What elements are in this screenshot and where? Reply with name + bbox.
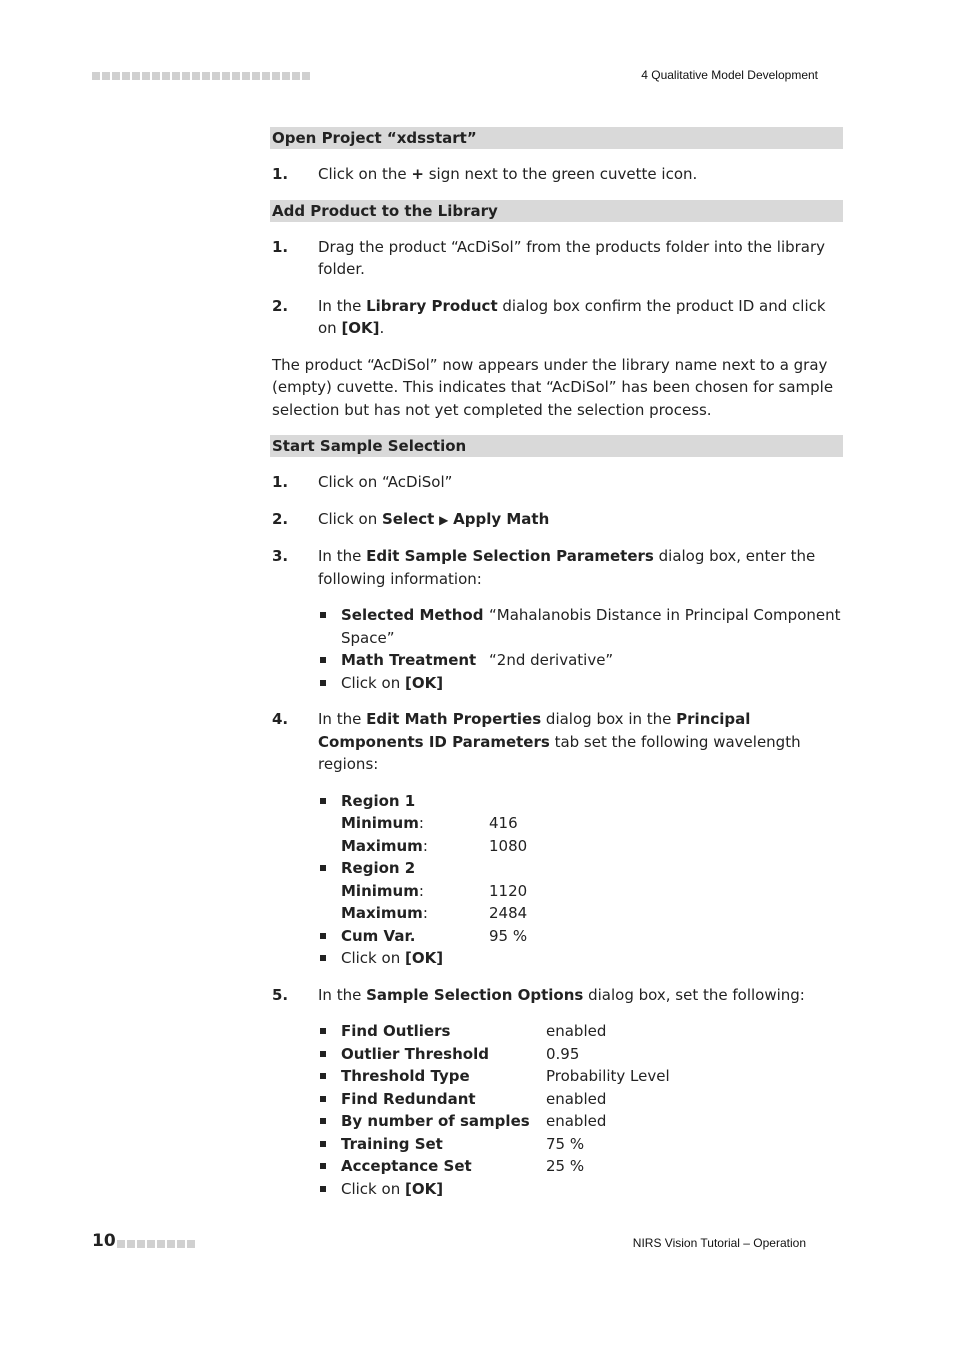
item-value: 2484 — [489, 904, 528, 922]
bullet-icon — [318, 672, 341, 695]
list-item — [318, 1133, 843, 1156]
sub-line — [318, 902, 843, 925]
bullet-icon — [318, 1020, 341, 1043]
step-text — [318, 984, 843, 1201]
text-run: In the — [318, 296, 367, 315]
text-run: In the — [318, 985, 367, 1004]
list-item — [318, 649, 843, 672]
text-run: dialog box, set the following: — [583, 985, 805, 1004]
chapter-title: 4 Qualitative Model Development — [641, 68, 818, 82]
bullet-icon — [318, 790, 341, 813]
step-number: 1. — [272, 165, 289, 183]
step-text: Click on “AcDiSol” — [318, 473, 453, 491]
item-label: Math Treatment — [341, 651, 477, 669]
ui-term: Principal Components ID Parameters — [318, 710, 751, 751]
step-number: 2. — [272, 296, 289, 315]
step-number: 2. — [272, 509, 289, 528]
bullet-icon — [318, 947, 341, 970]
bullet-icon — [318, 604, 341, 649]
list-item — [318, 1155, 843, 1178]
text-run: dialog box, enter the following information: — [318, 547, 816, 588]
list-item — [318, 1178, 843, 1201]
header-decoration — [92, 72, 310, 80]
text-run: Click on — [341, 1179, 405, 1198]
bullet-list — [318, 604, 843, 694]
ok-label: [OK] — [404, 949, 444, 967]
text-run: Click on — [318, 509, 382, 528]
bullet-icon — [318, 1155, 341, 1178]
bullet-icon — [318, 1133, 341, 1156]
step-number: 4. — [272, 710, 289, 728]
list-item — [318, 604, 843, 649]
item-value: 25 % — [546, 1157, 585, 1175]
item-label: Maximum — [341, 836, 423, 855]
ui-term: Edit Sample Selection Parameters — [366, 547, 654, 565]
item-label: Training Set — [341, 1134, 443, 1153]
text-run: Click on the — [318, 165, 412, 183]
item-label: Maximum — [341, 904, 423, 922]
step-text — [318, 708, 843, 970]
item-value: 1120 — [489, 881, 528, 900]
item-value: 95 % — [489, 926, 528, 945]
ok-label: [OK] — [404, 1179, 444, 1198]
step-number: 1. — [272, 237, 289, 256]
item-label: Selected Method — [341, 606, 484, 624]
item-value: enabled — [546, 1022, 607, 1040]
footer-decoration — [117, 1240, 195, 1248]
text-run: sign next to the green cuvette icon. — [423, 165, 698, 183]
list-item — [318, 925, 843, 948]
text-run: In the — [318, 547, 367, 565]
item-value: “Mahalanobis Distance in Principal Component Space” — [341, 606, 841, 647]
text-run: dialog box in the — [541, 710, 677, 728]
item-label: Cum Var. — [341, 926, 416, 945]
item-label: Find Outliers — [341, 1022, 451, 1040]
text-run: : — [418, 814, 424, 832]
bullet-icon — [318, 1043, 341, 1066]
item-label: Acceptance Set — [341, 1157, 472, 1175]
bullet-icon — [318, 1178, 341, 1201]
item-value: 75 % — [546, 1134, 585, 1153]
bullet-icon — [318, 925, 341, 948]
list-item — [318, 1020, 843, 1043]
paragraph: The product “AcDiSol” now appears under the library name next to a gray (empty) cuvette. This indicates that “AcDiSol” has been chosen for sample selection but has not yet completed the selection process. — [272, 355, 834, 419]
menu-arrow-icon: ▶ — [439, 512, 449, 527]
ui-term: Edit Math Properties — [366, 710, 542, 728]
list-item — [318, 1088, 843, 1111]
section-heading-add-product: Add Product to the Library — [270, 200, 843, 222]
bullet-icon — [318, 1065, 341, 1088]
sub-line — [318, 812, 843, 835]
ui-term: Sample Selection Options — [366, 985, 584, 1004]
text-run: In the — [318, 710, 367, 728]
step-text — [318, 163, 843, 186]
item-value: enabled — [546, 1089, 607, 1108]
step — [270, 545, 843, 694]
list-item — [318, 1065, 843, 1088]
step — [270, 471, 843, 494]
item-label: Find Redundant — [341, 1089, 476, 1108]
bullet-icon — [318, 1110, 341, 1133]
text-run: tab set the following wavelength regions: — [318, 732, 801, 773]
text-run: : — [422, 904, 428, 922]
ui-term: Library Product — [366, 296, 498, 315]
item-label: By number of samples — [341, 1112, 530, 1130]
item-value: 1080 — [489, 836, 528, 855]
ui-term: Select — [381, 509, 435, 528]
item-value: enabled — [546, 1112, 607, 1130]
item-label: Region 1 — [341, 791, 416, 810]
item-label: Minimum — [341, 881, 419, 900]
page-content — [270, 127, 843, 1214]
item-label: Outlier Threshold — [341, 1044, 489, 1063]
bullet-icon — [318, 1088, 341, 1111]
bullet-list — [318, 790, 843, 970]
bullet-list — [318, 1020, 843, 1200]
text-run: Click on — [341, 673, 405, 692]
list-item — [318, 857, 843, 880]
sub-line — [318, 880, 843, 903]
list-item — [318, 1043, 843, 1066]
sub-line — [318, 835, 843, 858]
item-label: Threshold Type — [341, 1067, 470, 1085]
list-item — [318, 947, 843, 970]
step — [270, 508, 843, 532]
step-number: 3. — [272, 547, 289, 565]
step — [270, 236, 843, 281]
document-title: NIRS Vision Tutorial – Operation — [632, 1236, 806, 1250]
item-value: 0.95 — [546, 1044, 580, 1063]
item-value: Probability Level — [546, 1067, 670, 1085]
plus-sign: + — [411, 165, 424, 183]
bullet-icon — [318, 649, 341, 672]
ui-term: Apply Math — [453, 509, 550, 528]
section-heading-start-sample-selection: Start Sample Selection — [270, 435, 843, 457]
step-number: 5. — [272, 985, 289, 1004]
list-item — [318, 672, 843, 695]
step — [270, 163, 843, 186]
step-text — [318, 508, 843, 532]
step-text — [318, 295, 843, 340]
text-run: : — [418, 881, 424, 900]
text-run: : — [422, 836, 428, 855]
item-label: Minimum — [341, 814, 419, 832]
step-number: 1. — [272, 473, 289, 491]
bullet-icon — [318, 857, 341, 880]
page-number: 10 — [92, 1231, 116, 1251]
step-text: Drag the product “AcDiSol” from the products folder into the library folder. — [318, 237, 826, 278]
ui-term: [OK] — [341, 319, 380, 337]
item-value: 416 — [489, 814, 518, 832]
ok-label: [OK] — [404, 673, 444, 692]
step — [270, 708, 843, 970]
item-value: “2nd derivative” — [489, 651, 614, 669]
step — [270, 984, 843, 1201]
text-run: . — [379, 319, 385, 337]
step-text — [318, 545, 843, 694]
text-run: Click on — [341, 949, 405, 967]
step — [270, 295, 843, 340]
list-item — [318, 1110, 843, 1133]
list-item — [318, 790, 843, 813]
text-run: dialog box confirm the product ID and click on — [318, 296, 826, 337]
section-heading-open-project: Open Project “xdsstart” — [270, 127, 843, 149]
item-label: Region 2 — [341, 859, 416, 877]
